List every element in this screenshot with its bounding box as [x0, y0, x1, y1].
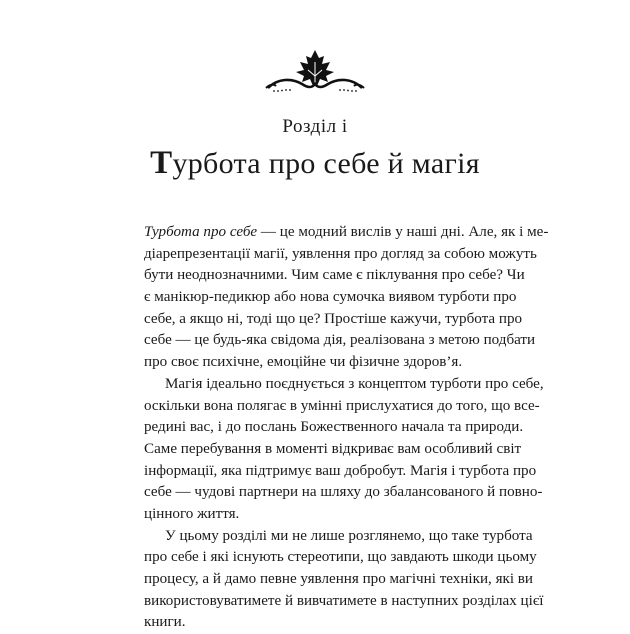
text-line: є манікюр-педикюр або нова сумочка виявом турботи про [144, 289, 517, 306]
text-line: оскільки вона полягає в умінні прислухатися до того, що все- [144, 397, 540, 414]
text-line: себе — чудові партнери на шляху до збалансованого й повно- [144, 484, 543, 501]
chapter-title-rest: урбота про себе й магія [172, 147, 480, 180]
chapter-body [144, 222, 549, 634]
text-line: діарепрезентації магії, уявлення про догляд за собою можуть [144, 245, 537, 262]
chapter-title [0, 145, 630, 182]
text-line: редині вас, і до послань Божественного начала та природи. [144, 419, 524, 436]
text-line: інформації, яка підтримує ваш добробут. Магія і турбота про [144, 462, 537, 479]
text-line: себе — це будь-яка свідома дія, реалізована з метою подбати [144, 332, 536, 349]
text-line: У цьому розділі ми не лише розглянемо, що таке турбота [165, 527, 533, 544]
text-line: процесу, а й дамо певне уявлення про магічні техніки, які ви [144, 571, 534, 587]
text-line: книги. [144, 614, 186, 631]
text-line: Саме перебування в моменті відкриває вам особливий світ [144, 440, 522, 457]
paragraph-2 [144, 374, 544, 526]
chapter-title-initial: Т [150, 145, 173, 181]
text-line: Магія ідеально поєднується з концептом турботи про себе, [165, 375, 544, 392]
paragraph-1 [144, 222, 549, 374]
text-line: себе, а якщо ні, тоді що це? Простіше кажучи, турбота про [144, 310, 523, 327]
text-line: про себе і які існують стереотипи, що завдають шкоди цьому [144, 549, 537, 566]
paragraph-3 [144, 526, 544, 634]
text-line: бути неоднозначними. Чим саме є піклування про себе? Чи [144, 267, 525, 284]
emphasis-term: Турбота про себе [144, 224, 258, 240]
text-line: Турбота про себе — це модний вислів у наші дні. Але, як і ме- [144, 224, 549, 240]
text-line: цінного життя. [144, 505, 240, 522]
text-line: про своє психічне, емоційне чи фізичне здоров’я. [144, 354, 463, 371]
leaf-ornament-icon [264, 48, 366, 94]
chapter-label: Розділ і [282, 116, 348, 137]
text-line: використовуватимете й вивчатимете в наступних розділах цієї [144, 592, 544, 609]
